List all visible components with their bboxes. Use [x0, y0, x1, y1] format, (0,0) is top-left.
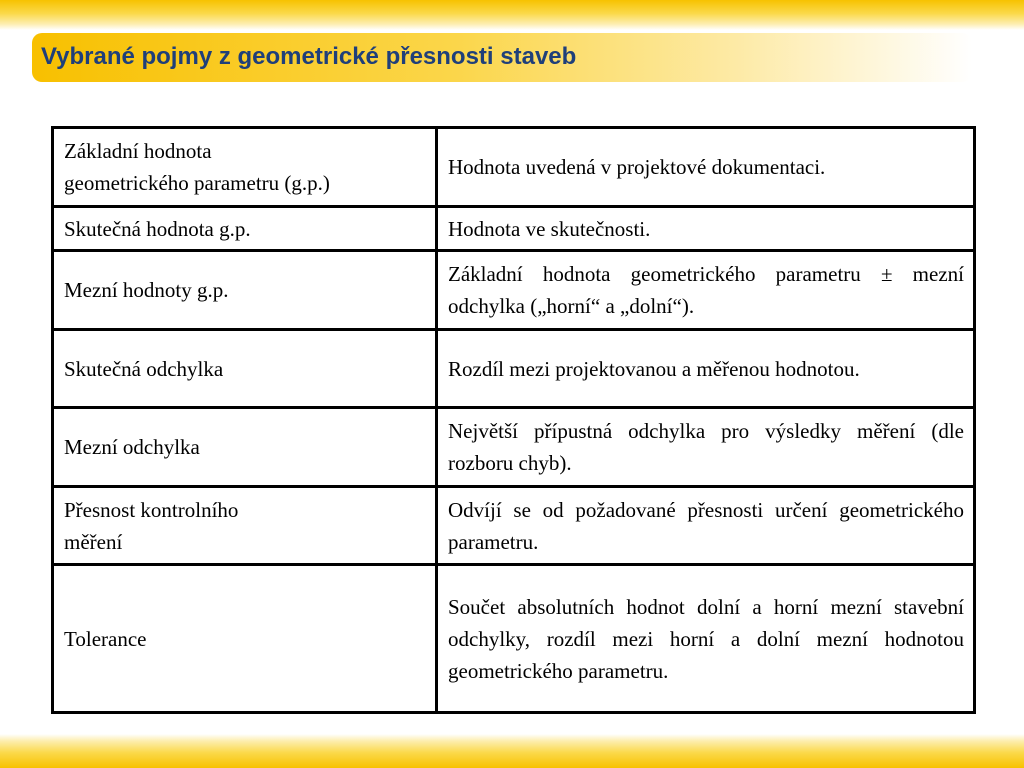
definition-cell: Hodnota uvedená v projektové dokumentaci.	[437, 128, 975, 207]
definition-cell: Součet absolutních hodnot dolní a horní mezní stavební odchylky, rozdíl mezi horní a dolní mezní hodnotou geometrického parametru.	[437, 565, 975, 713]
slide-title: Vybrané pojmy z geometrické přesnosti staveb	[41, 43, 577, 70]
definition-cell: Základní hodnota geometrického parametru ± mezní odchylka („horní“ a „dolní“).	[437, 251, 975, 330]
term-cell: Základní hodnota geometrického parametru (g.p.)	[53, 128, 437, 207]
table-row	[53, 408, 975, 487]
term-cell: Mezní odchylka	[53, 408, 437, 487]
table-row	[53, 251, 975, 330]
table-row	[53, 207, 975, 251]
definition-cell: Rozdíl mezi projektovanou a měřenou hodnotou.	[437, 330, 975, 408]
table-row	[53, 330, 975, 408]
bottom-decorative-band	[0, 734, 1024, 768]
term-cell: Skutečná hodnota g.p.	[53, 207, 437, 251]
definition-cell: Hodnota ve skutečnosti.	[437, 207, 975, 251]
table-row	[53, 565, 975, 713]
term-cell: Přesnost kontrolního měření	[53, 487, 437, 565]
table-row	[53, 487, 975, 565]
term-cell: Skutečná odchylka	[53, 330, 437, 408]
definition-cell: Odvíjí se od požadované přesnosti určení geometrického parametru.	[437, 487, 975, 565]
definition-cell: Největší přípustná odchylka pro výsledky měření (dle rozboru chyb).	[437, 408, 975, 487]
table-row	[53, 128, 975, 207]
top-decorative-band	[0, 0, 1024, 30]
terms-table	[51, 126, 976, 714]
term-cell: Mezní hodnoty g.p.	[53, 251, 437, 330]
term-cell: Tolerance	[53, 565, 437, 713]
